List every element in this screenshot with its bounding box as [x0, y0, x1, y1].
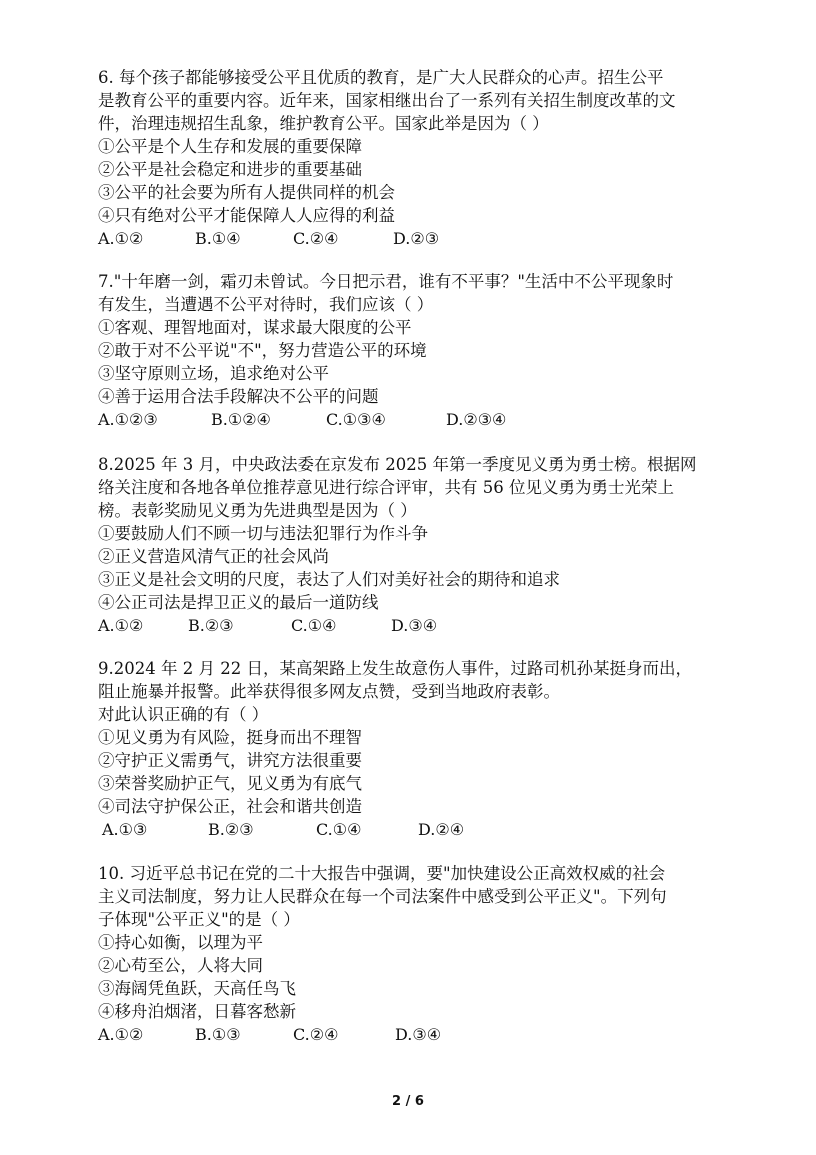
- option-b: B.①③: [195, 1025, 241, 1044]
- option-b: B.②③: [188, 616, 234, 635]
- statement-4: ④移舟泊烟渚，日暮客愁新: [98, 1002, 296, 1021]
- option-d: D.②③④: [446, 410, 507, 429]
- option-a: A.①②: [98, 616, 144, 635]
- question-text-line: 7."十年磨一剑，霜刃未曾试。今日把示君，谁有不平事？"生活中不公平现象时: [98, 272, 674, 291]
- question-text-line: 络关注度和各地各单位推荐意见进行综合评审，共有 56 位见义勇为勇士光荣上: [98, 478, 674, 497]
- answer-options: [98, 408, 738, 431]
- question-text-line: 对此认识正确的有（ ）: [98, 705, 269, 724]
- option-b: B.①②④: [211, 410, 271, 429]
- question-8: [98, 453, 738, 637]
- answer-options: [98, 227, 738, 250]
- statement-3: ③正义是社会文明的尺度，表达了人们对美好社会的期待和追求: [98, 570, 560, 589]
- option-a: A.①②: [98, 229, 144, 248]
- option-b: B.①④: [195, 229, 241, 248]
- question-text-line: 主义司法制度，努力让人民群众在每一个司法案件中感受到公平正义"。下列句: [98, 887, 667, 906]
- option-d: D.③④: [391, 616, 438, 635]
- statement-3: ③荣誉奖励护正气，见义勇为有底气: [98, 774, 362, 793]
- option-d: D.③④: [395, 1025, 442, 1044]
- answer-options: [98, 1023, 738, 1046]
- statement-2: ②守护正义需勇气，讲究方法很重要: [98, 751, 362, 770]
- question-text-line: 有发生，当遭遇不公平对待时，我们应该（ ）: [98, 295, 434, 314]
- question-9: [98, 657, 738, 841]
- question-text-line: 阻止施暴并报警。此举获得很多网友点赞，受到当地政府表彰。: [98, 682, 560, 701]
- option-c: C.①③④: [326, 410, 386, 429]
- statement-4: ④只有绝对公平才能保障人人应得的利益: [98, 206, 395, 225]
- statement-3: ③坚守原则立场，追求绝对公平: [98, 364, 329, 383]
- question-10: [98, 862, 738, 1046]
- statement-3: ③海阔凭鱼跃，天高任鸟飞: [98, 979, 296, 998]
- question-text-line: 是教育公平的重要内容。近年来，国家相继出台了一系列有关招生制度改革的文: [98, 91, 676, 110]
- question-text-line: 子体现"公平正义"的是（ ）: [98, 910, 300, 929]
- statement-1: ①要鼓励人们不顾一切与违法犯罪行为作斗争: [98, 524, 428, 543]
- statement-1: ①客观、理智地面对，谋求最大限度的公平: [98, 318, 412, 337]
- question-text-line: 6. 每个孩子都能够接受公平且优质的教育，是广大人民群众的心声。招生公平: [98, 68, 664, 87]
- option-c: C.①④: [291, 616, 337, 635]
- question-7: [98, 270, 738, 431]
- statement-3: ③公平的社会要为所有人提供同样的机会: [98, 183, 395, 202]
- option-a: A.①③: [102, 820, 148, 839]
- statement-2: ②心苟至公，人将大同: [98, 956, 263, 975]
- statement-1: ①公平是个人生存和发展的重要保障: [98, 137, 362, 156]
- page-number: 2 / 6: [392, 1094, 424, 1109]
- option-d: D.②③: [393, 229, 440, 248]
- question-text-line: 件，治理违规招生乱象，维护教育公平。国家此举是因为（ ）: [98, 114, 549, 133]
- statement-1: ①见义勇为有风险，挺身而出不理智: [98, 728, 362, 747]
- option-a: A.①②③: [98, 410, 158, 429]
- option-c: C.②④: [293, 1025, 339, 1044]
- statement-2: ②正义营造风清气正的社会风尚: [98, 547, 329, 566]
- statement-2: ②敢于对不公平说"不"，努力营造公平的环境: [98, 341, 427, 360]
- option-a: A.①②: [98, 1025, 144, 1044]
- question-text-line: 8.2025 年 3 月，中央政法委在京发布 2025 年第一季度见义勇为勇士榜。根据网: [98, 455, 697, 474]
- answer-options: [98, 614, 738, 637]
- option-b: B.②③: [208, 820, 254, 839]
- question-text-line: 榜。表彰奖励见义勇为先进典型是因为（ ）: [98, 501, 417, 520]
- statement-4: ④公正司法是捍卫正义的最后一道防线: [98, 593, 379, 612]
- question-text-line: 10. 习近平总书记在党的二十大报告中强调，要"加快建设公正高效权威的社会: [98, 864, 666, 883]
- statement-4: ④善于运用合法手段解决不公平的问题: [98, 387, 379, 406]
- question-6: [98, 66, 738, 250]
- answer-options: [98, 818, 738, 841]
- option-c: C.①④: [316, 820, 362, 839]
- question-text-line: 9.2024 年 2 月 22 日，某高架路上发生故意伤人事件，过路司机孙某挺身而出，: [98, 659, 692, 678]
- option-d: D.②④: [418, 820, 465, 839]
- statement-2: ②公平是社会稳定和进步的重要基础: [98, 160, 362, 179]
- option-c: C.②④: [293, 229, 339, 248]
- statement-4: ④司法守护保公正，社会和谐共创造: [98, 797, 362, 816]
- statement-1: ①持心如衡，以理为平: [98, 933, 263, 952]
